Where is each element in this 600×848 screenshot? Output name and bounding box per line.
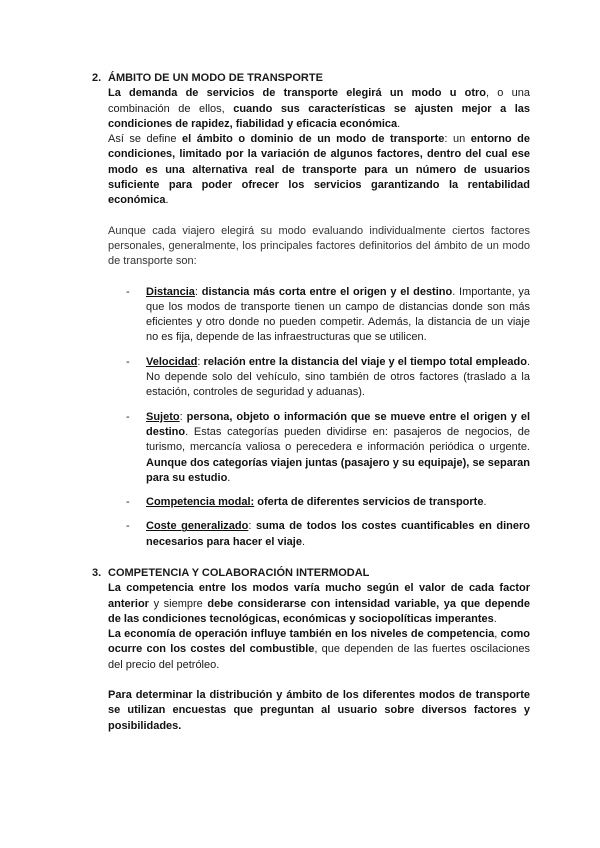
section-3-p2: La economía de operación influye también en los niveles de competencia, como ocurre con los costes del combustible, que dependen de las fuertes oscilaciones del precio del petróleo. — [108, 628, 530, 671]
section-2-number: 2. — [92, 72, 102, 84]
term-coste-generalizado: Coste generalizado — [146, 520, 249, 533]
section-3-p1: La competencia entre los modos varía mucho según el valor de cada factor anterior y siempre debe considerarse con intensidad variable, ya que depende de las condiciones tecnológicas, económicas y sociopolíticas imperantes. — [108, 582, 530, 625]
section-2-title: ÁMBITO DE UN MODO DE TRANSPORTE — [108, 72, 323, 84]
term-distancia: Distancia — [146, 285, 195, 298]
bullet-velocidad: - Velocidad: relación entre la distancia del viaje y el tiempo total empleado. No depende solo del vehículo, sino también de otros factores (traslado a la estación, controles de seguridad y aduanas). — [126, 355, 530, 399]
bullet-distancia: - Distancia: distancia más corta entre el origen y el destino. Importante, ya que los modos de transporte tienen un campo de distancias donde son más eficientes y otro donde no pueden competir. Además, la distancia de un viaje no es fija, depende de las infraestructuras que se utilicen. — [126, 285, 531, 344]
section-3-heading — [92, 566, 530, 581]
term-competencia-modal: Competencia modal: — [146, 496, 255, 509]
term-velocidad: Velocidad — [146, 355, 198, 368]
bullet-coste-generalizado: - Coste generalizado: suma de todos los costes cuantificables en dinero necesarios para hacer el viaje. — [126, 520, 530, 548]
section-2-heading — [92, 71, 530, 86]
section-3-number: 3. — [92, 567, 102, 579]
bullet-sujeto: - Sujeto: persona, objeto o información que se mueve entre el origen y el destino. Estas categorías pueden dividirse en: pasajeros de negocios, de turismo, mercancía valiosa o perecedera e información periódica o urgente. Aunque dos categorías viajen juntas (pasajero y su equipaje), se separan para su estudio. — [126, 410, 530, 484]
section-2-definition: Así se define el ámbito o dominio de un modo de transporte: un entorno de condiciones, limitado por la variación de algunos factores, dentro del cual ese modo es una alternativa real de transporte para un número de usuarios suficiente para poder ofrecer los servicios garantizando la rentabilidad económica. — [108, 133, 530, 207]
term-sujeto: Sujeto — [146, 410, 180, 423]
section-3 — [92, 566, 530, 734]
intro-bold-c: cuando sus características se ajusten mejor a las condiciones de rapidez, fiabilidad y eficacia económica — [108, 102, 530, 130]
bullet-competencia-modal: - Competencia modal: oferta de diferentes servicios de transporte. — [126, 496, 487, 509]
section-2 — [92, 71, 530, 559]
factors-intro: Aunque cada viajero elegirá su modo evaluando individualmente ciertos factores personales, generalmente, los principales factores definitorios del ámbito de un modo de transporte son: — [108, 224, 530, 268]
section-3-title: COMPETENCIA Y COLABORACIÓN INTERMODAL — [108, 567, 370, 579]
section-2-intro: La demanda de servicios de transporte elegirá un modo u otro, o una combinación de ellos, cuando sus características se ajusten mejor a las condiciones de rapidez, fiabilidad y eficacia económica. — [108, 87, 530, 130]
intro-bold-a: La demanda de servicios de transporte elegirá un modo u otro — [108, 87, 487, 100]
section-3-p3: Para determinar la distribución y ámbito de los diferentes modos de transporte se utilizan encuestas que preguntan al usuario sobre diversos factores y posibilidades. — [108, 689, 530, 732]
